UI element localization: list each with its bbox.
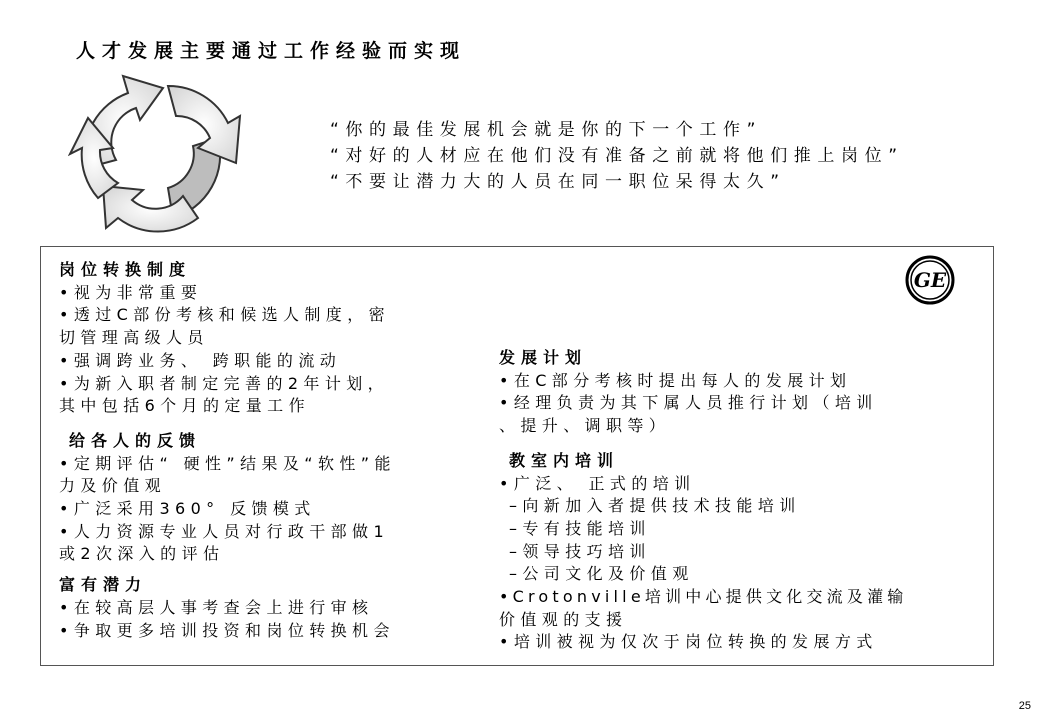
list-item: •在C部分考核时提出每人的发展计划: [499, 370, 852, 390]
list-item: •人力资源专业人员对行政干部做1: [59, 521, 390, 541]
svg-text:GE: GE: [913, 268, 947, 292]
list-item: 或2次深入的评估: [59, 544, 225, 564]
content-box: [40, 246, 994, 666]
list-item: •在较高层人事考查会上进行审核: [59, 597, 374, 617]
ge-logo-icon: [905, 255, 955, 305]
list-item: •经理负责为其下属人员推行计划（培训: [499, 393, 878, 413]
list-item: •强调跨业务、 跨职能的流动: [59, 350, 342, 370]
list-item: –向新加入者提供技术技能培训: [509, 496, 801, 516]
page-number: 25: [1018, 700, 1031, 712]
list-item: •Crotonville培训中心提供文化交流及灌输: [499, 587, 908, 607]
list-item: 价值观的支援: [499, 609, 628, 629]
list-item: 切管理高级人员: [59, 328, 209, 348]
list-item: –专有技能培训: [509, 518, 651, 538]
quotes-block: [330, 117, 904, 195]
left-column: [59, 259, 489, 642]
list-item: •定期评估“ 硬性”结果及“软性”能: [59, 453, 396, 473]
cycle-arrows-icon: [68, 68, 248, 238]
list-item: •广泛、 正式的培训: [499, 473, 696, 493]
quote-line: “对好的人材应在他们没有准备之前就将他们推上岗位”: [330, 146, 904, 166]
list-item: •为新入职者制定完善的2年计划，: [59, 373, 390, 393]
list-item: –公司文化及价值观: [509, 564, 694, 584]
section-heading: 发展计划: [499, 348, 588, 367]
list-item: •透过C部份考核和候选人制度，密: [59, 305, 391, 325]
list-item: 、提升、调职等）: [499, 416, 671, 436]
list-item: •培训被视为仅次于岗位转换的发展方式: [499, 632, 878, 652]
list-item: –领导技巧培训: [509, 541, 651, 561]
section-heading: 岗位转换制度: [59, 260, 192, 279]
section-heading: 教室内培训: [509, 450, 620, 470]
list-item: 其中包括6个月的定量工作: [59, 396, 310, 416]
right-column: [499, 347, 989, 654]
quote-line: “你的最佳发展机会就是你的下一个工作”: [330, 120, 763, 140]
list-item: •广泛采用360° 反馈模式: [59, 499, 316, 519]
section-heading: 富有潜力: [59, 575, 148, 595]
list-item: 力及价值观: [59, 476, 167, 496]
quote-line: “不要让潜力大的人员在同一职位呆得太久”: [330, 172, 786, 192]
section-heading: 给各人的反馈: [69, 430, 202, 450]
list-item: •视为非常重要: [59, 282, 203, 302]
list-item: •争取更多培训投资和岗位转换机会: [59, 620, 395, 640]
page-title: 人才发展主要通过工作经验而实现: [76, 40, 467, 62]
